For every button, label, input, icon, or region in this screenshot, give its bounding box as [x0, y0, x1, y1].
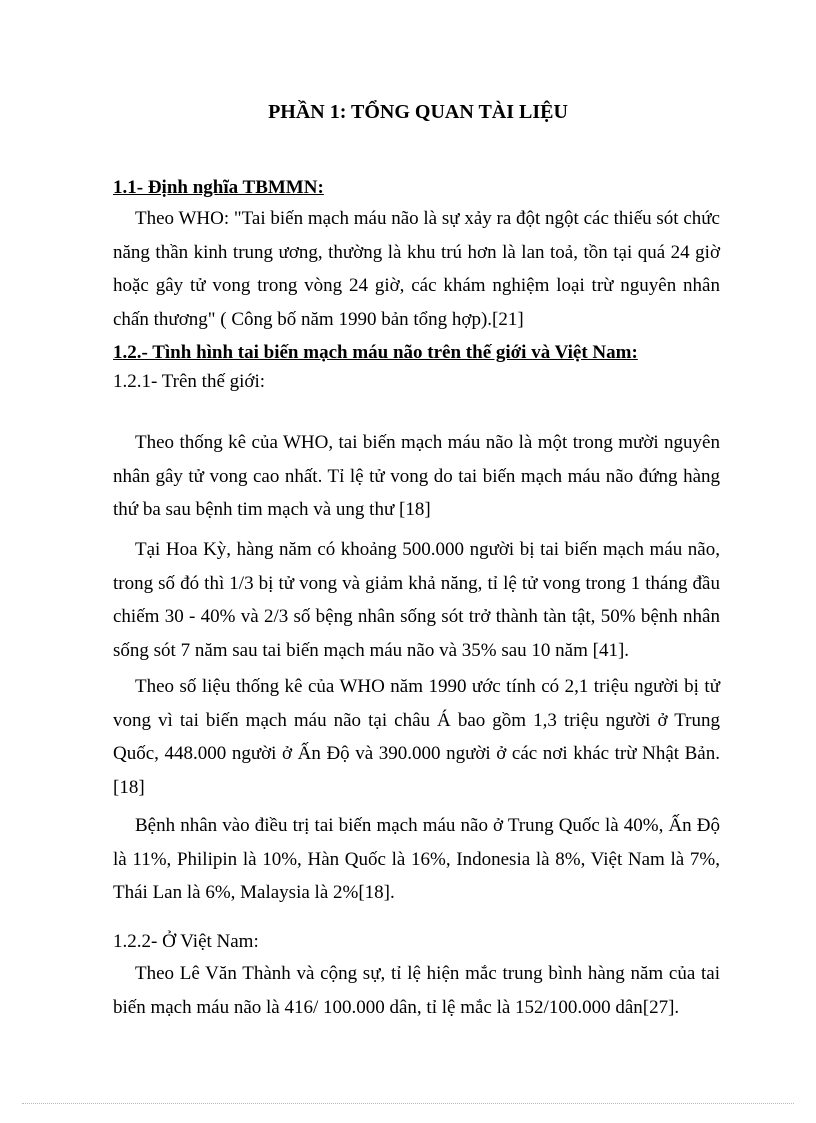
page-footer-divider [22, 1103, 794, 1104]
subsection-heading-1-2-2: 1.2.2- Ở Việt Nam: [113, 931, 259, 952]
section-1-1-paragraph: Theo WHO: "Tai biến mạch máu não là sự xảy ra đột ngột các thiếu sót chức năng thần kinh trung ương, thường là khu trú hơn là lan toả, tồn tại quá 24 giờ hoặc gây tử vong trong vòng 24 giờ, các khám nghiệm loại trừ nguyên nhân chấn thương" ( Công bố năm 1990 bản tổng hợp).[21] [113, 208, 720, 330]
page-title: PHẦN 1: TỔNG QUAN TÀI LIỆU [268, 101, 568, 123]
paragraph-treatment-rates: Bệnh nhân vào điều trị tai biến mạch máu não ở Trung Quốc là 40%, Ấn Độ là 11%, Philipin là 10%, Hàn Quốc là 16%, Indonesia là 8%, Việt Nam là 7%, Thái Lan là 6%, Malaysia là 2%[18]. [113, 815, 720, 903]
paragraph-vietnam: Theo Lê Văn Thành và cộng sự, tỉ lệ hiện mắc trung bình hàng năm của tai biến mạch máu não là 416/ 100.000 dân, tỉ lệ mắc là 152/100.000 dân[27]. [113, 963, 720, 1018]
paragraph-who-statistics: Theo thống kê của WHO, tai biến mạch máu não là một trong mười nguyên nhân gây tử vong cao nhất. Tỉ lệ tử vong do tai biến mạch máu não đứng hàng thứ ba sau bệnh tim mạch và ung thư [18] [113, 432, 720, 520]
section-heading-1-1: 1.1- Định nghĩa TBMMN: [113, 177, 324, 198]
paragraph-usa: Tại Hoa Kỳ, hàng năm có khoảng 500.000 người bị tai biến mạch máu não, trong số đó thì 1/3 bị tử vong và giảm khả năng, tỉ lệ tử vong trong 1 tháng đầu chiếm 30 - 40% và 2/3 số bệng nhân sống sót trở thành tàn tật, 50% bệnh nhân sống sót 7 năm sau tai biến mạch máu não và 35% sau 10 năm [41]. [113, 539, 720, 661]
paragraph-asia: Theo số liệu thống kê của WHO năm 1990 ước tính có 2,1 triệu người bị tử vong vì tai biến mạch máu não tại châu Á bao gồm 1,3 triệu người ở Trung Quốc, 448.000 người ở Ấn Độ và 390.000 người ở các nơi khác trừ Nhật Bản.[18] [113, 676, 720, 798]
subsection-heading-1-2-1: 1.2.1- Trên thế giới: [113, 371, 266, 392]
section-heading-1-2: 1.2.- Tình hình tai biến mạch máu não trên thế giới và Việt Nam: [113, 342, 638, 363]
